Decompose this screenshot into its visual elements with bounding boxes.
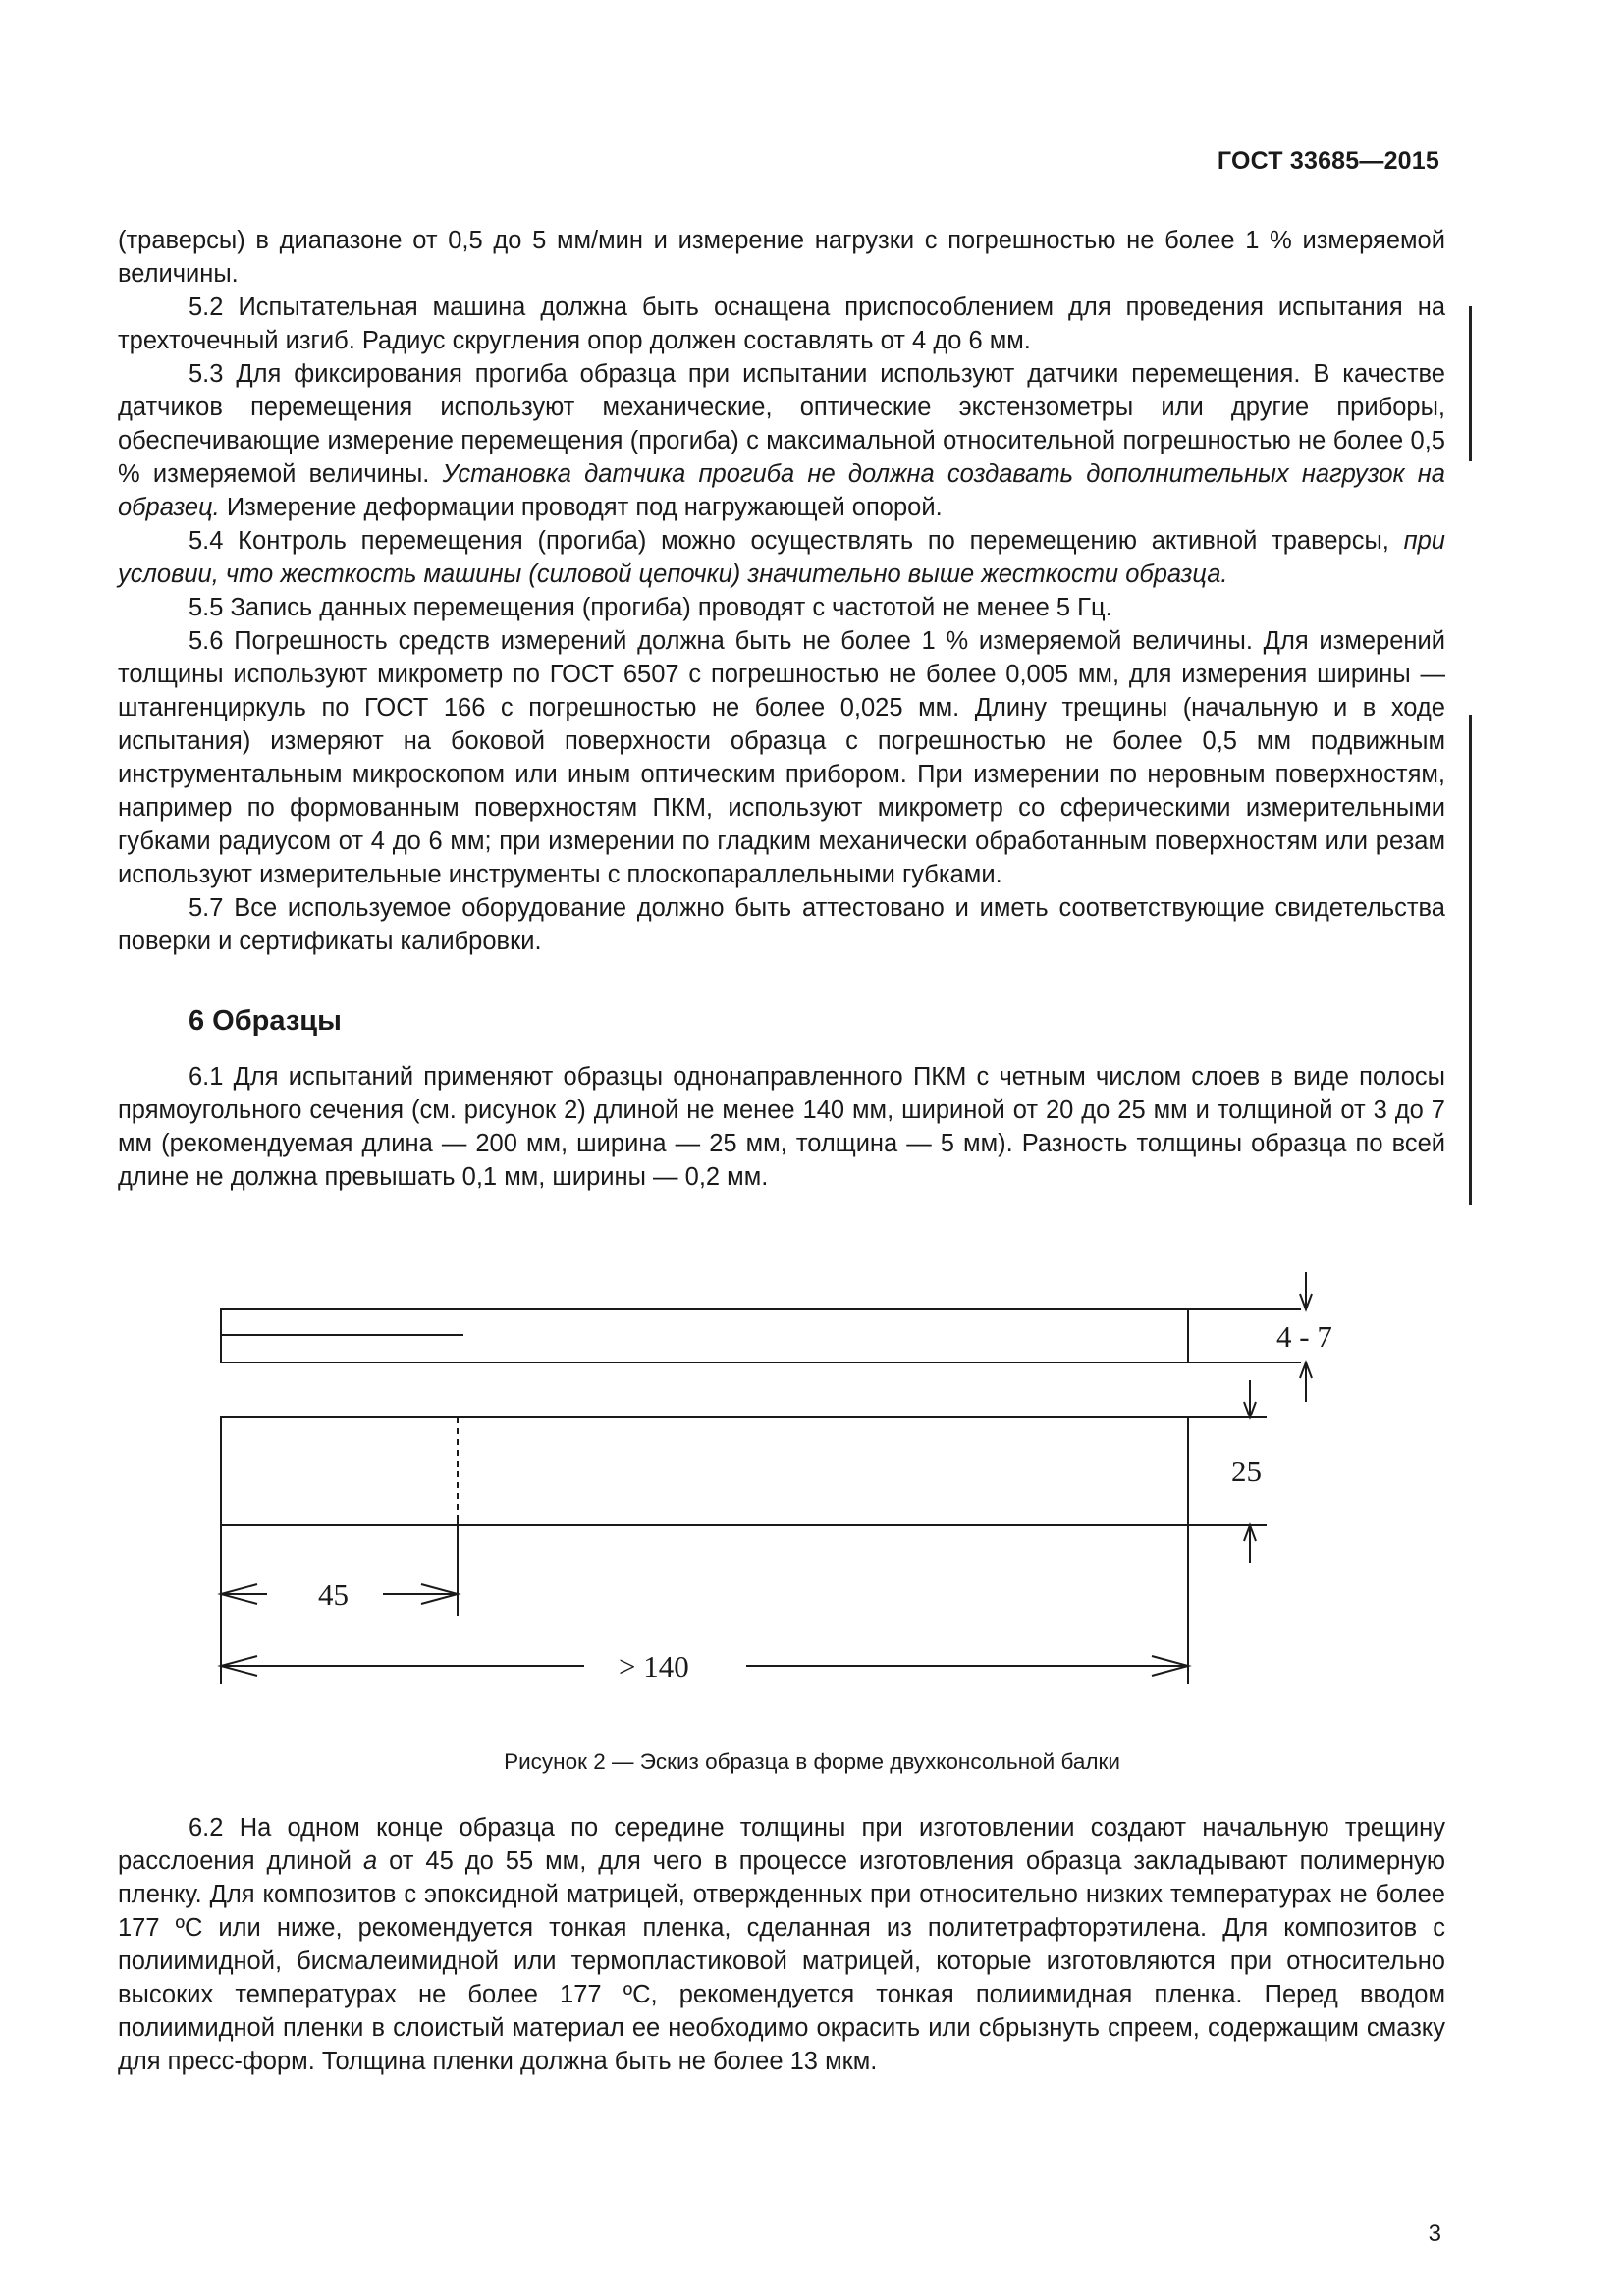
italic-text: Установка датчика прогиба не должна создавать дополнительных нагрузок на образец. <box>118 460 1445 521</box>
dim-crack-label: 45 <box>318 1577 349 1612</box>
paragraph-5-7: 5.7 Все используемое оборудование должно быть аттестовано и иметь соответствующие свидетельства поверки и сертификаты калибровки. <box>118 894 1445 955</box>
text: 6.2 На одном конце образца по середине толщины при изготовлении создают начальную трещину расслоения длиной <box>118 1814 1445 1875</box>
text: Измерение деформации проводят под нагружающей опорой. <box>219 494 943 521</box>
section-title: 6 Образцы <box>189 1005 342 1037</box>
text: от 45 до 55 мм, для чего в процессе изготовления образца закладывают полимерную пленку. Для композитов с эпоксидной матрицей, отвержденных при относительно низких температурах не более 177 ºС или ниже, рекомендуется тонкая пленка, сделанная из политетрафторэтилена. Для композитов с полиимидной, бисмалеимидной или термопластиковой матрицей, которые изготовляются при относительно высоких температурах не более 177 ºС, рекомендуется тонкая полиимидная пленка. Перед вводом полиимидной пленки в слоистый материал ее необходимо окрасить или сбрызнуть спреем, содержащим смазку для пресс-форм. Толщина пленки должна быть не более 13 мкм. <box>118 1847 1445 2075</box>
document-header: ГОСТ 33685—2015 <box>1217 147 1439 175</box>
dim-thickness-label: 4 - 7 <box>1276 1319 1332 1354</box>
paragraph-6-2 <box>118 1811 1445 2078</box>
main-text-continued <box>118 1811 1445 2078</box>
change-bar <box>1469 715 1472 1205</box>
change-bar <box>1469 373 1472 461</box>
paragraph-5-5: 5.5 Запись данных перемещения (прогиба) проводят с частотой не менее 5 Гц. <box>189 594 1112 621</box>
italic-text: при условии, что жесткость машины (силовой цепочки) значительно выше жесткости образца. <box>118 527 1445 588</box>
paragraph: (траверсы) в диапазоне от 0,5 до 5 мм/мин и измерение нагрузки с погрешностью не более 1 % измеряемой величины. <box>118 227 1445 288</box>
paragraph-5-6: 5.6 Погрешность средств измерений должна быть не более 1 % измеряемой величины. Для измерений толщины используют микрометр по ГОСТ 6507 с погрешностью не более 0,005 мм, для измерения ширины — штангенциркуль по ГОСТ 166 с погрешностью не более 0,025 мм. Длину трещины (начальную и в ходе испытания) измеряют на боковой поверхности образца с погрешностью не более 0,5 мм подвижным инструментальным микроскопом или иным оптическим прибором. При измерении по неровным поверхностям, например по формованным поверхностям ПКМ, используют микрометр со сферическими измерительными губками радиусом от 4 до 6 мм; при измерении по гладким механически обработанным поверхностям или резам используют измерительные инструменты с плоскопараллельными губками. <box>118 627 1445 888</box>
plan-view-rect <box>221 1417 1188 1525</box>
paragraph-5-4 <box>118 524 1445 591</box>
main-text <box>118 224 1445 1194</box>
paragraph-5-3 <box>118 357 1445 524</box>
text: 5.3 Для фиксирования прогиба образца при испытании используют датчики перемещения. В качестве датчиков перемещения используют механические, оптические экстензометры или другие приборы, обеспечивающие измерение перемещения (прогиба) с максимальной относительной погрешностью не более 0,5 % измеряемой величины. <box>118 360 1445 488</box>
figure-caption: Рисунок 2 — Эскиз образца в форме двухконсольной балки <box>504 1749 1120 1774</box>
page-number: 3 <box>1428 2220 1441 2247</box>
paragraph-6-1: 6.1 Для испытаний применяют образцы однонаправленного ПКМ с четным числом слоев в виде полосы прямоугольного сечения (см. рисунок 2) длиной не менее 140 мм, шириной от 20 до 25 мм и толщиной от 3 до 7 мм (рекомендуемая длина — 200 мм, ширина — 25 мм, толщина — 5 мм). Разность толщины образца по всей длине не должна превышать 0,1 мм, ширины — 0,2 мм. <box>118 1063 1445 1191</box>
text: 5.4 Контроль перемещения (прогиба) можно осуществлять по перемещению активной траверсы, <box>189 527 1404 555</box>
dim-length-label: > 140 <box>619 1649 689 1683</box>
paragraph-5-2: 5.2 Испытательная машина должна быть оснащена приспособлением для проведения испытания на трехточечный изгиб. Радиус скругления опор должен составлять от 4 до 6 мм. <box>118 294 1445 354</box>
dim-width-label: 25 <box>1231 1454 1262 1488</box>
specimen-sketch <box>196 1272 1375 1714</box>
variable: a <box>363 1847 378 1875</box>
